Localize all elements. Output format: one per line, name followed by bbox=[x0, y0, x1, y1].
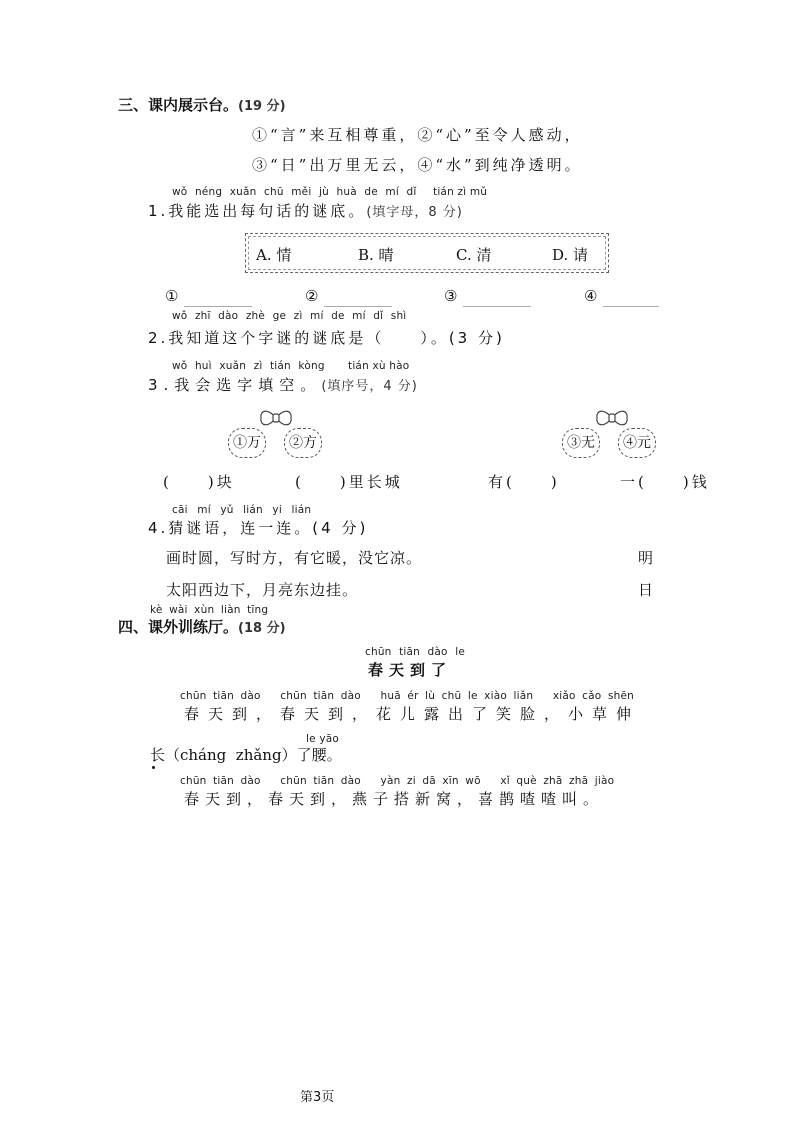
riddle-line-1: ①“言”来互相尊重，②“心”至令人感动， bbox=[252, 126, 583, 144]
page-number: 第3页 bbox=[300, 1090, 335, 1105]
fill-blank-4[interactable]: 一( )钱 bbox=[620, 473, 710, 491]
riddle-1: 画时圆，写时方，有它暖，没它凉。 bbox=[166, 549, 423, 567]
question-1-text: 1.我能选出每句话的谜底。 bbox=[148, 202, 367, 220]
q1-pinyin: wǒ néng xuǎn chū měi jù huà de mí dǐ bbox=[172, 186, 417, 198]
section-3-heading bbox=[118, 94, 286, 115]
q1-note-pinyin: tián zì mǔ bbox=[433, 186, 488, 198]
q3-pinyin: wǒ huì xuǎn zì tián kòng bbox=[172, 360, 325, 372]
question-2: 2.我知道这个字谜的谜底是（ ）。(3 分) bbox=[148, 329, 505, 347]
story-line-1: 春天到，春天到，花儿露出了笑脸，小草伸 bbox=[184, 705, 641, 723]
section-4-heading bbox=[118, 616, 286, 637]
story-line-2: 长（cháng zhǎng）了腰。 bbox=[150, 746, 342, 764]
question-1 bbox=[148, 200, 463, 221]
q4-pinyin: cāi mí yǔ lián yi lián bbox=[172, 504, 312, 516]
section-4-score: (18 分) bbox=[238, 621, 286, 636]
question-3-text: 3.我会选字填空。 bbox=[148, 376, 322, 394]
fill-blank-3[interactable]: 有( ) bbox=[488, 473, 560, 491]
question-1-note: (填字母，8 分) bbox=[366, 205, 463, 220]
question-3 bbox=[148, 374, 418, 395]
answer-blank-4[interactable] bbox=[603, 305, 659, 307]
question-3-note: (填序号，4 分) bbox=[321, 379, 418, 394]
option-1: ①万 bbox=[228, 428, 266, 458]
option-4: ④元 bbox=[618, 428, 656, 458]
story-line-2-pinyin: le yāo bbox=[306, 733, 339, 745]
option-2: ②方 bbox=[284, 428, 322, 458]
story-title-pinyin: chūn tiān dào le bbox=[365, 646, 465, 658]
riddle-2: 太阳西边下，月亮东边挂。 bbox=[166, 581, 359, 599]
choice-a: A. 情 bbox=[256, 246, 292, 264]
fill-blank-1[interactable]: ( )块 bbox=[163, 473, 235, 491]
emphasis-dot bbox=[152, 766, 155, 769]
answer-blank-2[interactable] bbox=[324, 305, 392, 307]
answer-2[interactable]: 日 bbox=[638, 581, 657, 599]
blank-label-4: ④ bbox=[584, 287, 601, 305]
story-line-3-pinyin: chūn tiān dào chūn tiān dào yàn zi dā xīn wō xǐ què zhā zhā jiào bbox=[180, 775, 615, 787]
option-3: ③无 bbox=[562, 428, 600, 458]
answer-blank-3[interactable] bbox=[463, 305, 531, 307]
blank-label-3: ③ bbox=[444, 287, 461, 305]
q3-note-pinyin: tián xù hào bbox=[348, 360, 410, 372]
section-4-title: 四、课外训练厅。 bbox=[118, 618, 239, 636]
riddle-line-2: ③“日”出万里无云，④“水”到纯净透明。 bbox=[252, 156, 583, 174]
story-title: 春天到了 bbox=[368, 661, 453, 679]
q2-pinyin: wǒ zhī dào zhè ge zì mí de mí dǐ shì bbox=[172, 310, 407, 322]
answer-blank-1[interactable] bbox=[184, 305, 252, 307]
section-3-title: 三、课内展示台。 bbox=[118, 96, 239, 114]
fill-blank-2[interactable]: ( )里长城 bbox=[295, 473, 403, 491]
question-4: 4.猜谜语，连一连。(4 分) bbox=[148, 519, 369, 537]
blank-label-2: ② bbox=[305, 287, 322, 305]
answer-1[interactable]: 明 bbox=[638, 549, 657, 567]
choices-box bbox=[245, 233, 609, 273]
bow-icon bbox=[258, 406, 294, 430]
story-line-3: 春天到，春天到，燕子搭新窝，喜鹊喳喳叫。 bbox=[184, 790, 605, 808]
bow-icon bbox=[594, 406, 630, 430]
blank-label-1: ① bbox=[165, 287, 182, 305]
choice-d: D. 请 bbox=[552, 246, 589, 264]
choice-b: B. 晴 bbox=[358, 246, 394, 264]
choice-c: C. 清 bbox=[456, 246, 492, 264]
section-4-pinyin: kè wài xùn liàn tīng bbox=[150, 604, 269, 616]
section-3-score: (19 分) bbox=[238, 99, 286, 114]
story-line-1-pinyin: chūn tiān dào chūn tiān dào huā ér lù chū le xiào liǎn xiǎo cǎo shēn bbox=[180, 690, 634, 702]
